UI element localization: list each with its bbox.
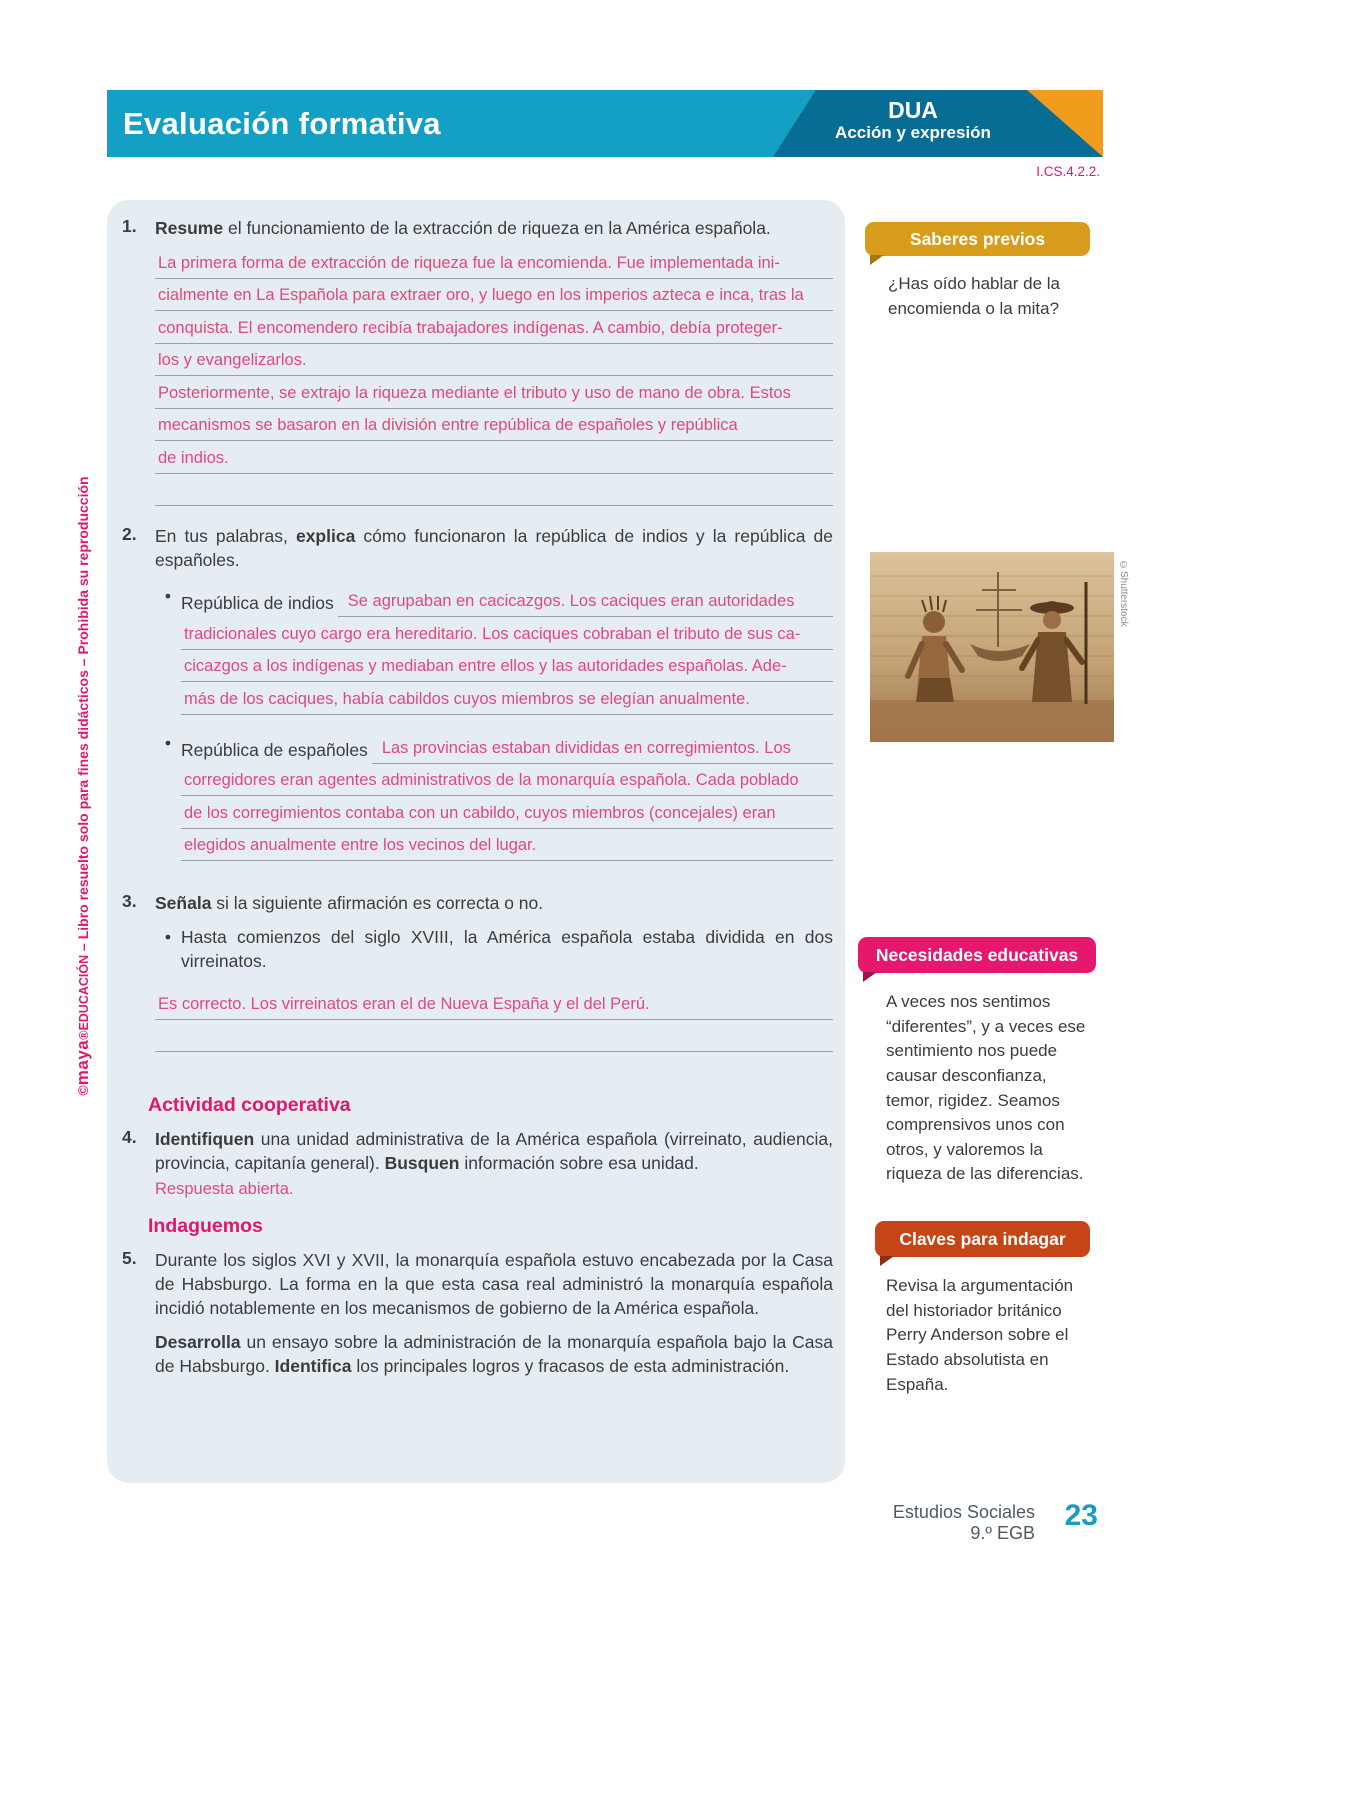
necesidades-educativas-badge: Necesidades educativas (858, 937, 1096, 973)
colonial-engraving-image (870, 552, 1114, 742)
header-banner (107, 90, 1103, 157)
question-5-paragraph-1: Durante los siglos XVI y XVII, la monarquía española estuvo encabezada por la Casa de Habsburgo. La forma en la que esta casa real administró la monarquía española incidió notablemente en los mecanismos de gobierno de la América española. (155, 1250, 833, 1318)
question-1-text: Resume el funcionamiento de la extracción de riqueza en la América española. (155, 218, 771, 238)
answer-line: los y evangelizarlos. (155, 344, 833, 377)
answer-line-empty (155, 1020, 833, 1053)
page-title: Evaluación formativa (123, 105, 441, 141)
question-3-answer (155, 987, 833, 1052)
answer-line: Es correcto. Los virreinatos eran el de Nueva España y el del Perú. (155, 987, 833, 1020)
question-5-number: 5. (122, 1248, 137, 1268)
copyright-margin-text (73, 436, 95, 1136)
question-1 (117, 216, 833, 506)
bullet-afirmacion (155, 925, 833, 973)
reproduction-notice: – Libro resuelto solo para fines didácticos – Prohibida su reproducción (75, 476, 91, 955)
answer-line: cialmente en La Española para extraer oro, y luego en los imperios azteca e inca, tras la (155, 279, 833, 312)
necesidades-educativas-text: A veces nos sentimos “diferentes”, y a veces ese sentimiento nos puede causar desconfianza, temor, rigidez. Seamos comprensivos unos con otros, y valoremos la riqueza de las diferencias. (886, 992, 1086, 1184)
answer-line: tradicionales cuyo cargo era hereditario. Los caciques cobraban el tributo de sus ca- (181, 617, 833, 650)
saberes-previos-text: ¿Has oído hablar de la encomienda o la mita? (888, 274, 1060, 318)
claves-para-indagar-text: Revisa la argumentación del historiador británico Perry Anderson sobre el Estado absolutista en España. (886, 1276, 1074, 1394)
bullet-label: República de indios (181, 593, 334, 613)
standard-code: I.CS.4.2.2. (1036, 164, 1100, 179)
answer-line: conquista. El encomendero recibía trabajadores indígenas. A cambio, debía proteger- (155, 311, 833, 344)
answer-line: Las provincias estaban divididas en corregimientos. Los (372, 736, 833, 764)
answer-line: Posteriormente, se extrajo la riqueza mediante el tributo y uso de mano de obra. Estos (155, 376, 833, 409)
question-2-number: 2. (122, 524, 137, 544)
question-2-text: En tus palabras, explica cómo funcionaron la república de indios y la república de españoles. (155, 526, 833, 570)
question-5-paragraph-2: Desarrolla un ensayo sobre la administración de la monarquía española bajo la Casa de Habsburgo. Identifica los principales logros y fracasos de esta administración. (155, 1332, 833, 1376)
answer-line: cicazgos a los indígenas y mediaban entre ellos y las autoridades españolas. Ade- (181, 650, 833, 683)
bullet-republica-espanoles (155, 731, 833, 862)
footer-subject-block (893, 1502, 1035, 1544)
brand-logo-text: maya (73, 1039, 92, 1086)
answer-line-empty (155, 474, 833, 507)
heading-indaguemos: Indaguemos (148, 1215, 263, 1237)
page-number: 23 (1064, 1499, 1098, 1532)
answer-line: Se agrupaban en cacicazgos. Los caciques eran autoridades (338, 589, 833, 617)
answer-line: de los corregimientos contaba con un cabildo, cuyos miembros (concejales) eran (181, 796, 833, 829)
question-4-number: 4. (122, 1127, 137, 1147)
footer-subject: Estudios Sociales (892, 1502, 1035, 1522)
bullet-label: República de españoles (181, 739, 368, 760)
image-credit: ©Shutterstock (1118, 560, 1129, 627)
dua-title: DUA (888, 97, 938, 123)
question-1-number: 1. (122, 216, 137, 236)
bullet-marker: • (164, 586, 172, 606)
dua-block (813, 97, 1013, 143)
copyright-symbol: © (75, 1085, 91, 1096)
bullet-first-line (181, 584, 833, 617)
dua-subtitle: Acción y expresión (835, 123, 991, 142)
question-5 (117, 1248, 833, 1378)
question-2 (117, 524, 833, 861)
bullet-first-line (181, 731, 833, 764)
question-3-number: 3. (122, 891, 137, 911)
brand-suffix: ®EDUCACIÓN (77, 954, 91, 1040)
answer-line: La primera forma de extracción de riqueza fue la encomienda. Fue implementada ini- (155, 246, 833, 279)
saberes-previos-badge: Saberes previos (865, 222, 1090, 256)
question-3 (117, 891, 833, 1052)
answer-line: elegidos anualmente entre los vecinos del lugar. (181, 829, 833, 862)
bullet-marker: • (164, 927, 172, 947)
exercise-panel (107, 200, 845, 1483)
bullet-republica-indios (155, 584, 833, 715)
open-answer-note: Respuesta abierta. (155, 1180, 294, 1198)
statement-text: Hasta comienzos del siglo XVIII, la América española estaba dividida en dos virreinatos. (181, 927, 833, 971)
question-3-text: Señala si la siguiente afirmación es correcta o no. (155, 893, 544, 913)
answer-line: corregidores eran agentes administrativos de la monarquía española. Cada poblado (181, 764, 833, 797)
heading-actividad-cooperativa: Actividad cooperativa (148, 1094, 351, 1116)
question-1-answer (155, 246, 833, 506)
question-4-text: Identifiquen una unidad administrativa de la América española (virreinato, audiencia, provincia, capitanía general). Busquen información sobre esa unidad. (155, 1129, 833, 1173)
question-4 (117, 1127, 833, 1201)
claves-para-indagar-badge: Claves para indagar (875, 1221, 1090, 1257)
footer-grade: 9.º EGB (970, 1523, 1035, 1543)
bullet-marker: • (164, 732, 172, 753)
answer-line: más de los caciques, había cabildos cuyos miembros se elegían anualmente. (181, 682, 833, 715)
answer-line: mecanismos se basaron en la división entre república de españoles y república (155, 409, 833, 442)
answer-line: de indios. (155, 441, 833, 474)
